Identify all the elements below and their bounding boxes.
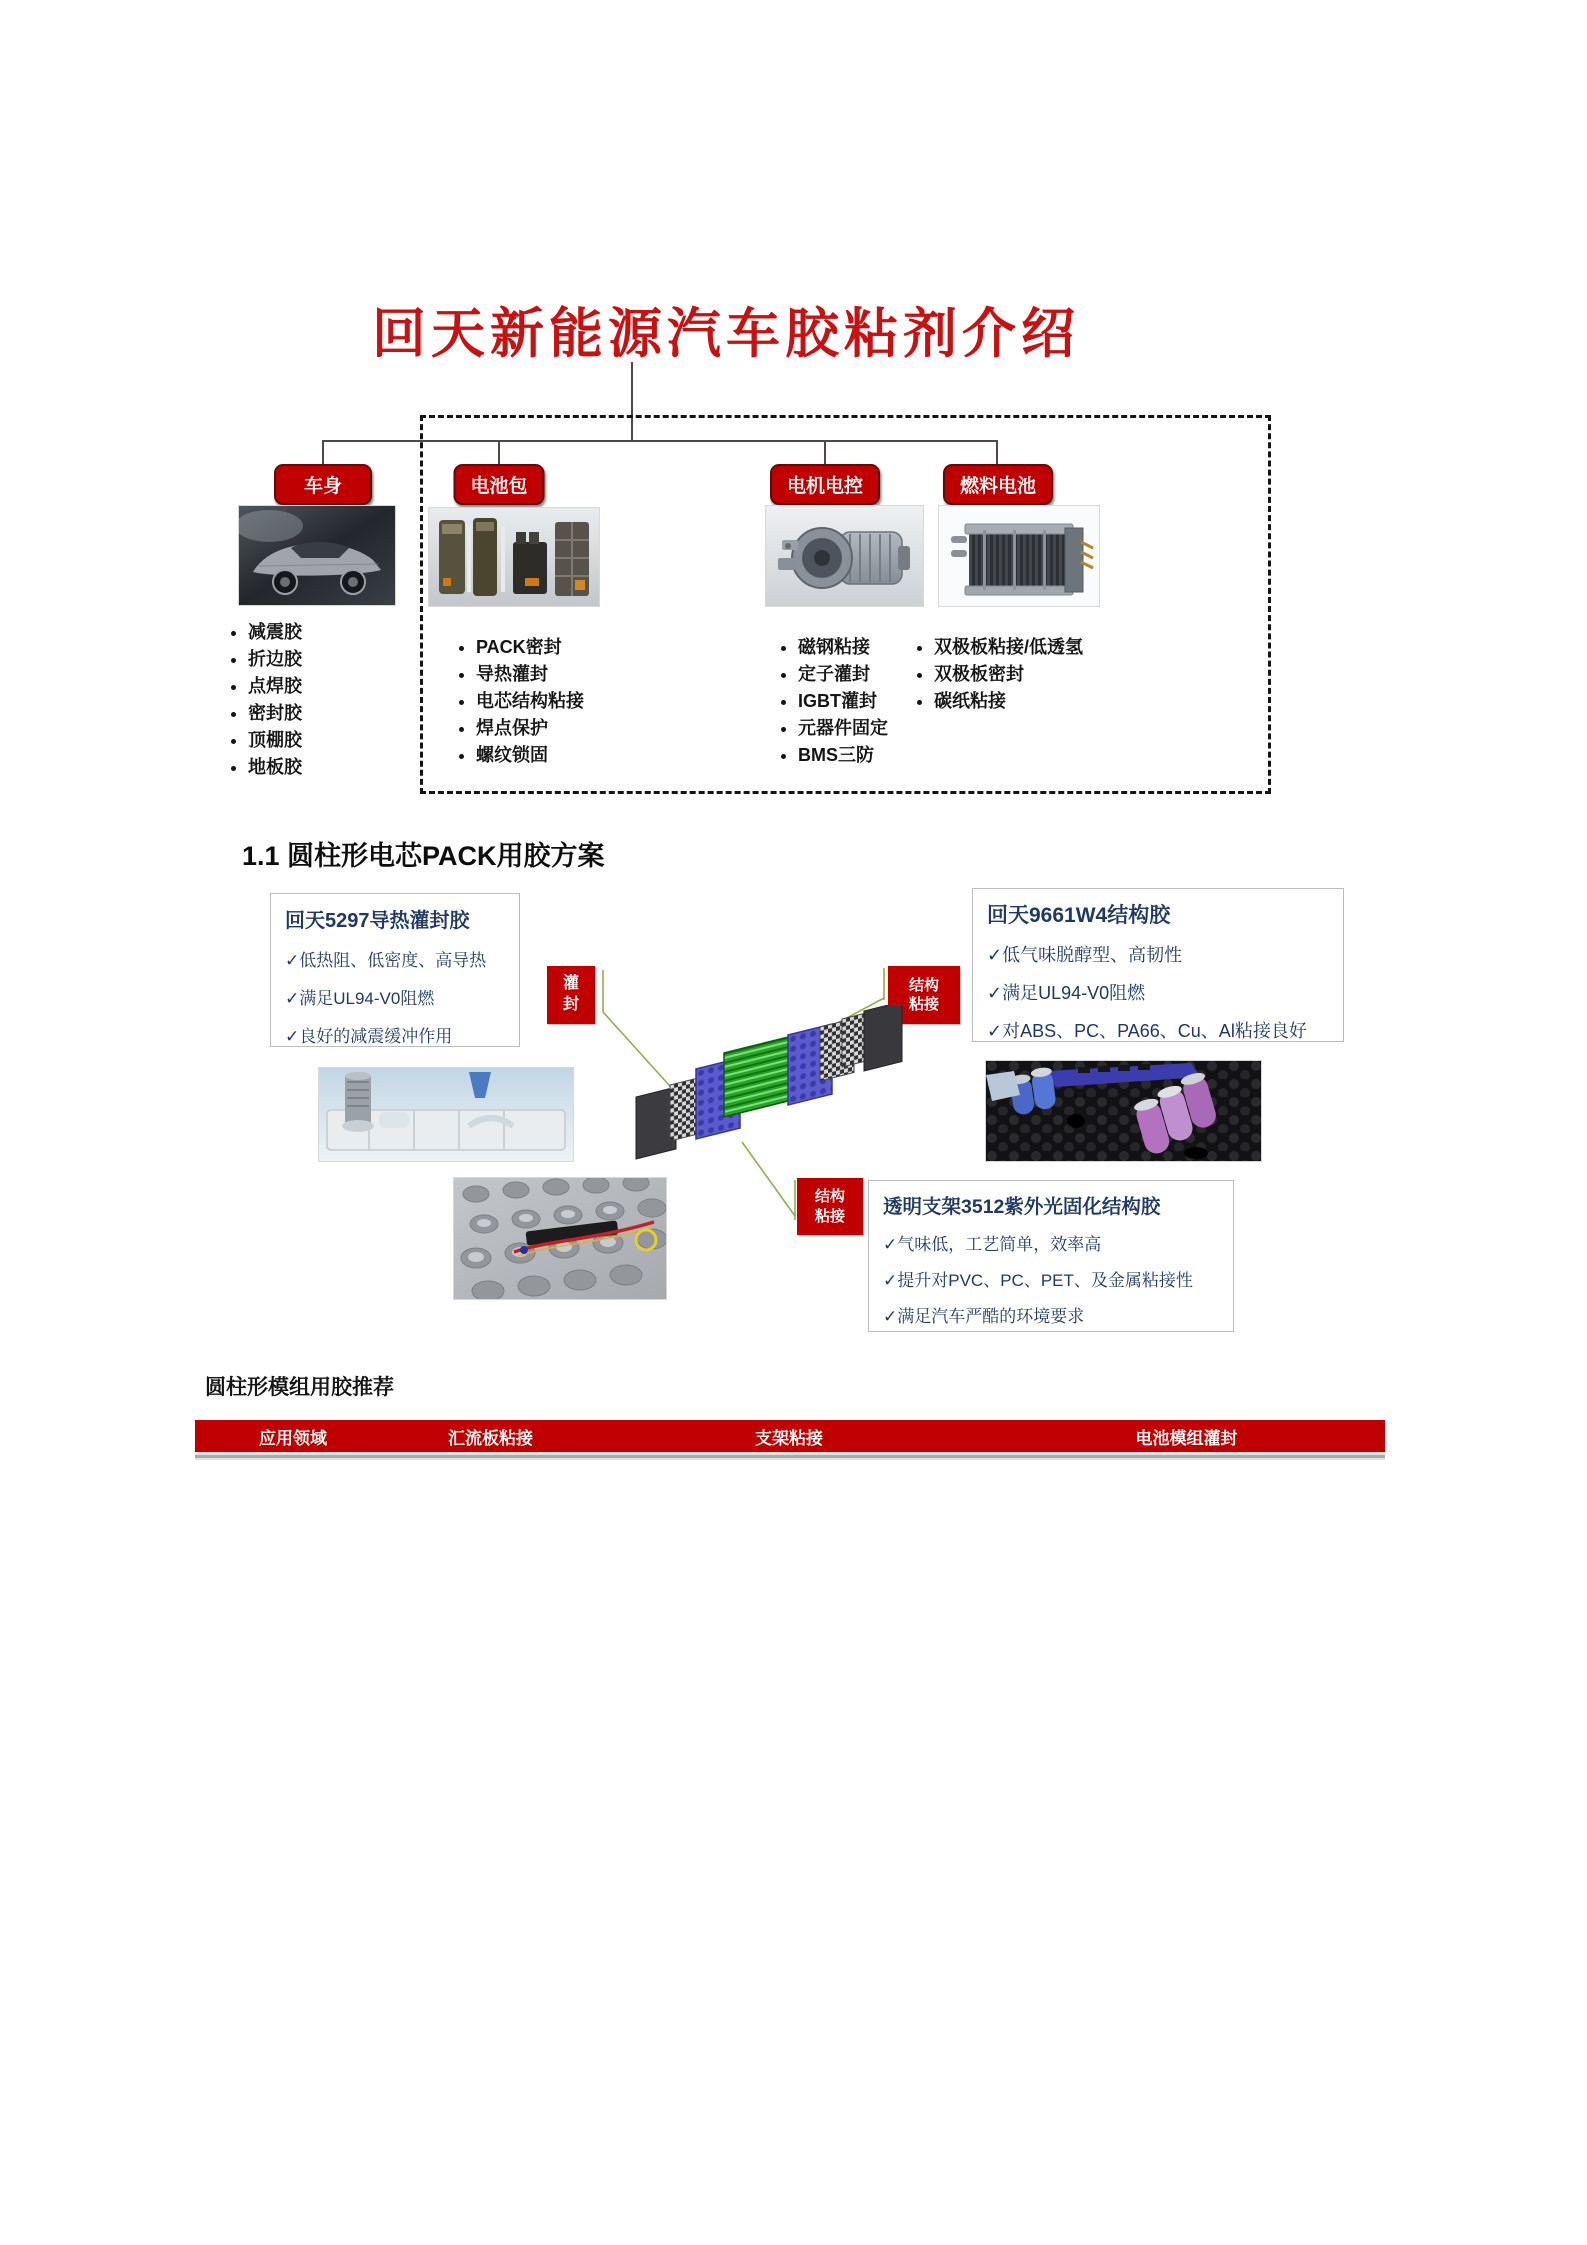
busbar-plate-image bbox=[453, 1177, 667, 1300]
list-item: ✓低气味脱醇型、高韧性 bbox=[987, 945, 1183, 965]
module-table-wrap bbox=[195, 1420, 1385, 1460]
list-item: • 双极板密封 bbox=[934, 664, 1083, 684]
list-item: • 焊点保护 bbox=[476, 718, 584, 738]
exploded-module-diagram bbox=[618, 1005, 908, 1180]
callout-3512-title: 透明支架3512紫外光固化结构胶 bbox=[883, 1196, 1161, 1218]
list-item: • 地板胶 bbox=[248, 757, 302, 777]
list-item: • 减震胶 bbox=[248, 622, 302, 642]
list-item: ✓满足UL94-V0阻燃 bbox=[987, 983, 1146, 1003]
page-title: 回天新能源汽车胶粘剂介绍 bbox=[372, 304, 1080, 364]
list-item: • 定子灌封 bbox=[798, 664, 888, 684]
section-heading: 1.1 圆柱形电芯PACK用胶方案 bbox=[242, 841, 605, 871]
callout-5297-points bbox=[285, 946, 507, 1047]
list-item: • 磁钢粘接 bbox=[798, 637, 888, 657]
list-item: • 密封胶 bbox=[248, 703, 302, 723]
label-structural-bond-bottom: 结构粘接 bbox=[797, 1178, 863, 1235]
list-item: • 点焊胶 bbox=[248, 676, 302, 696]
list-item: ✓满足UL94-V0阻燃 bbox=[285, 989, 435, 1008]
motor-glue-list bbox=[772, 637, 888, 772]
col-group-module-potting: 电池模组灌封 bbox=[988, 1420, 1385, 1455]
list-item: • PACK密封 bbox=[476, 637, 584, 657]
table-bottom-border bbox=[195, 1455, 1385, 1460]
list-item: • 电芯结构粘接 bbox=[476, 691, 584, 711]
list-item: • IGBT灌封 bbox=[798, 691, 888, 711]
callout-9661w4-points bbox=[987, 941, 1331, 1043]
list-item: ✓低热阻、低密度、高导热 bbox=[285, 951, 487, 970]
list-item: • 螺纹锁固 bbox=[476, 745, 584, 765]
list-item: ✓满足汽车严酷的环境要求 bbox=[883, 1307, 1085, 1326]
battery-pack-glue-list bbox=[450, 637, 584, 772]
callout-5297 bbox=[270, 893, 520, 1047]
callout-3512 bbox=[868, 1180, 1234, 1332]
branch-label-fuel-cell: 燃料电池 bbox=[943, 464, 1053, 505]
callout-5297-title: 回天5297导热灌封胶 bbox=[285, 910, 470, 932]
list-item: • 顶棚胶 bbox=[248, 730, 302, 750]
list-item: ✓提升对PVC、PC、PET、及金属粘接性 bbox=[883, 1271, 1193, 1290]
battery-pack-image bbox=[428, 507, 600, 607]
body-glue-list bbox=[222, 622, 302, 784]
fuel-cell-glue-list bbox=[908, 637, 1083, 718]
table-title: 圆柱形模组用胶推荐 bbox=[205, 1376, 394, 1399]
list-item: • 双极板粘接/低透氢 bbox=[934, 637, 1083, 657]
label-potting: 灌封 bbox=[547, 966, 595, 1024]
branch-label-motor: 电机电控 bbox=[770, 464, 880, 505]
list-item: • 碳纸粘接 bbox=[934, 691, 1083, 711]
callout-3512-points bbox=[883, 1230, 1221, 1327]
list-item: ✓气味低，工艺简单，效率高 bbox=[883, 1235, 1102, 1254]
col-group-bracket-bonding: 支架粘接 bbox=[590, 1420, 988, 1455]
list-item: ✓对ABS、PC、PA66、Cu、Al粘接良好 bbox=[987, 1021, 1307, 1041]
col-group-busbar-bonding: 汇流板粘接 bbox=[391, 1420, 590, 1455]
branch-label-battery-pack: 电池包 bbox=[453, 464, 544, 505]
callout-9661w4-title: 回天9661W4结构胶 bbox=[987, 904, 1171, 927]
branch-label-body: 车身 bbox=[274, 464, 372, 505]
fuel-cell-image bbox=[938, 505, 1100, 607]
list-item: • 折边胶 bbox=[248, 649, 302, 669]
car-image bbox=[238, 505, 396, 606]
potting-process-image bbox=[318, 1067, 574, 1162]
motor-image bbox=[765, 505, 924, 607]
label-structural-bond-top: 结构粘接 bbox=[888, 966, 960, 1024]
list-item: • 元器件固定 bbox=[798, 718, 888, 738]
list-item: ✓良好的减震缓冲作用 bbox=[285, 1027, 453, 1046]
col-group-application: 应用领域 bbox=[195, 1420, 391, 1455]
callout-9661w4 bbox=[972, 888, 1344, 1042]
list-item: • 导热灌封 bbox=[476, 664, 584, 684]
module-glue-table bbox=[195, 1420, 1385, 1455]
cells-on-holder-image bbox=[985, 1060, 1262, 1162]
table-header-row bbox=[195, 1420, 1385, 1455]
list-item: • BMS三防 bbox=[798, 745, 888, 765]
